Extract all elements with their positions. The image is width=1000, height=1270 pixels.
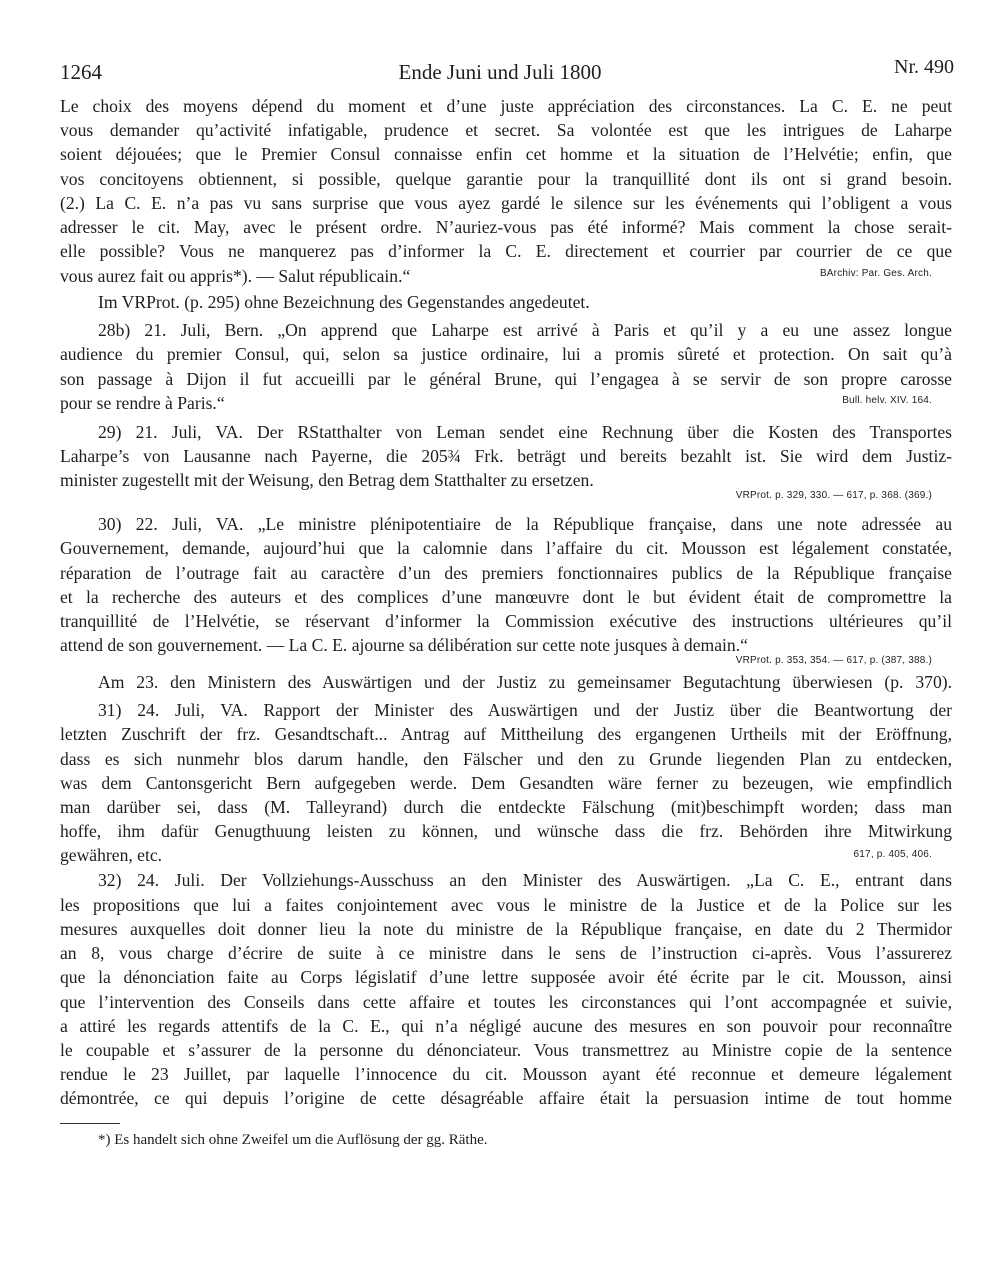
text-line: man darüber sei, dass (M. Talleyrand) durch die entdeckte Fälschung (mit)beschimpft worden; dass man bbox=[60, 797, 952, 817]
text-line: hoffe, ihm dafür Genugthuung leisten zu können, und wünsche dass die frz. Behörden ihre Mitwirkung bbox=[60, 821, 952, 841]
text-line: Gouvernement, demande, aujourd’hui que la calomnie dans l’affaire du cit. Mousson est légalement constatée, bbox=[60, 538, 952, 558]
text-line: (2.) La C. E. n’a pas vu sans surprise que vous ayez gardé le silence sur les événements qui l’obligent a vous bbox=[60, 193, 952, 213]
text-line: audience du premier Consul, qui, selon sa justice ordinaire, lui a promis sûreté et protection. On sait qu’à bbox=[60, 344, 952, 364]
text-line: Am 23. den Ministern des Auswärtigen und der Justiz zu gemeinsamer Begutachtung überwiesen (p. 370). bbox=[98, 672, 952, 692]
source-citation: VRProt. p. 353, 354. — 617, p. (387, 388.) bbox=[735, 655, 932, 666]
text-line: letzten Zuschrift der frz. Gesandtschaft... Antrag auf Mittheilung des ergangenen Urtheils mit der Eröffnung, bbox=[60, 724, 952, 744]
source-citation: BArchiv: Par. Ges. Arch. bbox=[819, 268, 932, 279]
text-line: tranquillité de l’Helvétie, se réservant d’informer la Commission exécutive des instructions ultérieures qu’il bbox=[60, 611, 952, 631]
text-line: le coupable et s’assurer de la personne du dénonciateur. Vous transmettrez au Ministre copie de la sentence bbox=[60, 1040, 952, 1060]
text-line: elle possible? Vous ne manquerez pas d’informer la C. E. directement et courrier par courrier de ce que bbox=[60, 241, 952, 261]
text-line: vous aurez fait ou appris*). — Salut républicain.“ bbox=[60, 266, 411, 286]
text-line: dass es sich nunmehr blos darum handle, den Fälscher und den zu Grunde liegenden Plan zu entdecken, bbox=[60, 749, 952, 769]
text-line: 28b) 21. Juli, Bern. „On apprend que Laharpe est arrivé à Paris et qu’il y a eu une assez longue bbox=[98, 320, 952, 340]
text-line: son passage à Dijon il fut accueilli par le général Brune, qui l’engagea à se servir de son propre carosse bbox=[60, 369, 952, 389]
text-line: was dem Cantonsgericht Bern aufgegeben werde. Dem Gesandten wäre ferner zu bezeugen, wie empfindlich bbox=[60, 773, 952, 793]
page-header bbox=[0, 0, 1000, 100]
text-line: réparation de l’outrage fait au caractère d’un des premiers fonctionnaires publics de la République française bbox=[60, 563, 952, 583]
running-title: Ende Juni und Juli 1800 bbox=[398, 60, 602, 84]
text-line: 30) 22. Juli, VA. „Le ministre plénipotentiaire de la République française, dans une note adressée au bbox=[98, 514, 952, 534]
source-citation: VRProt. p. 329, 330. — 617, p. 368. (369.) bbox=[735, 490, 932, 501]
text-line: que l’intervention des Conseils dans cette affaire et toutes les circonstances qui l’ont accompagnée et suivie, bbox=[60, 992, 952, 1012]
text-line: Im VRProt. (p. 295) ohne Bezeichnung des Gegenstandes angedeutet. bbox=[98, 292, 590, 312]
text-line: rendue le 23 Juillet, par laquelle l’innocence du cit. Mousson ayant été reconnue et demeure légalement bbox=[60, 1064, 952, 1084]
text-line: les propositions que lui a faites conjointement avec vous le ministre de la Justice et de la Police sur les bbox=[60, 895, 952, 915]
text-line: Laharpe’s von Lausanne nach Payerne, die 205¾ Frk. beträgt und bereits bezahlt ist. Sie wird dem Justiz- bbox=[60, 446, 952, 466]
text-line: vous demander qu’activité infatigable, prudence et secret. Sa volontée est que les intrigues de Laharpe bbox=[60, 120, 952, 140]
text-line: soient déjouées; que le Premier Consul connaisse enfin cet homme et la situation de l’Helvétie; enfin, que bbox=[60, 144, 952, 164]
text-line: mesures auxquelles doit donner lieu la note du ministre de la République française, en date du 2 Thermidor bbox=[60, 919, 952, 939]
footnote: *) Es handelt sich ohne Zweifel um die Auflösung der gg. Räthe. bbox=[98, 1132, 488, 1148]
text-line: a attiré les regards attentifs de la C. E., qui n’a négligé aucune des mesures en son pouvoir pour reconnaître bbox=[60, 1016, 952, 1036]
page-number: 1264 bbox=[60, 60, 102, 84]
text-line: 31) 24. Juli, VA. Rapport der Minister des Auswärtigen und der Justiz über die Beantwortung der bbox=[98, 700, 952, 720]
text-line: an 8, vous charge d’écrire de suite à ce ministre dans le sens de l’instruction ci-après. Vous l’assurerez bbox=[60, 943, 952, 963]
text-line: pour se rendre à Paris.“ bbox=[60, 393, 225, 413]
source-citation: Bull. helv. XIV. 164. bbox=[842, 395, 932, 406]
footnote-rule bbox=[60, 1123, 120, 1124]
text-line: minister zugestellt mit der Weisung, den Betrag dem Statthalter zu ersetzen. bbox=[60, 470, 594, 490]
text-line: démontrée, ce qui depuis l’origine de cette désagréable affaire était la persuasion intime de tout homme bbox=[60, 1088, 952, 1108]
entry-number: Nr. 490 bbox=[894, 56, 954, 78]
text-line: vos concitoyens obtiennent, si possible, quelque garantie pour la tranquillité dont ils ont si grand besoin. bbox=[60, 169, 952, 189]
source-citation: 617, p. 405, 406. bbox=[853, 849, 932, 860]
text-line: 32) 24. Juli. Der Vollziehungs-Ausschuss an den Minister des Auswärtigen. „La C. E., entrant dans bbox=[98, 870, 952, 890]
text-line: gewähren, etc. bbox=[60, 845, 163, 865]
text-line: 29) 21. Juli, VA. Der RStatthalter von Leman sendet eine Rechnung über die Kosten des Transportes bbox=[98, 422, 952, 442]
text-line: Le choix des moyens dépend du moment et d’une juste appréciation des circonstances. La C. E. ne peut bbox=[60, 96, 952, 116]
text-line: que la dénonciation faite au Corps législatif d’une lettre supposée avoir été écrite par le cit. Mousson, ainsi bbox=[60, 967, 952, 987]
text-line: attend de son gouvernement. — La C. E. ajourne sa délibération sur cette note jusques à demain.“ bbox=[60, 635, 748, 655]
text-line: adresser le cit. May, avec le présent ordre. N’auriez-vous pas été informé? Mais comment la chose serait- bbox=[60, 217, 952, 237]
text-line: et la recherche des auteurs et des complices d’une manœuvre dont le but évident était de compromettre la bbox=[60, 587, 952, 607]
